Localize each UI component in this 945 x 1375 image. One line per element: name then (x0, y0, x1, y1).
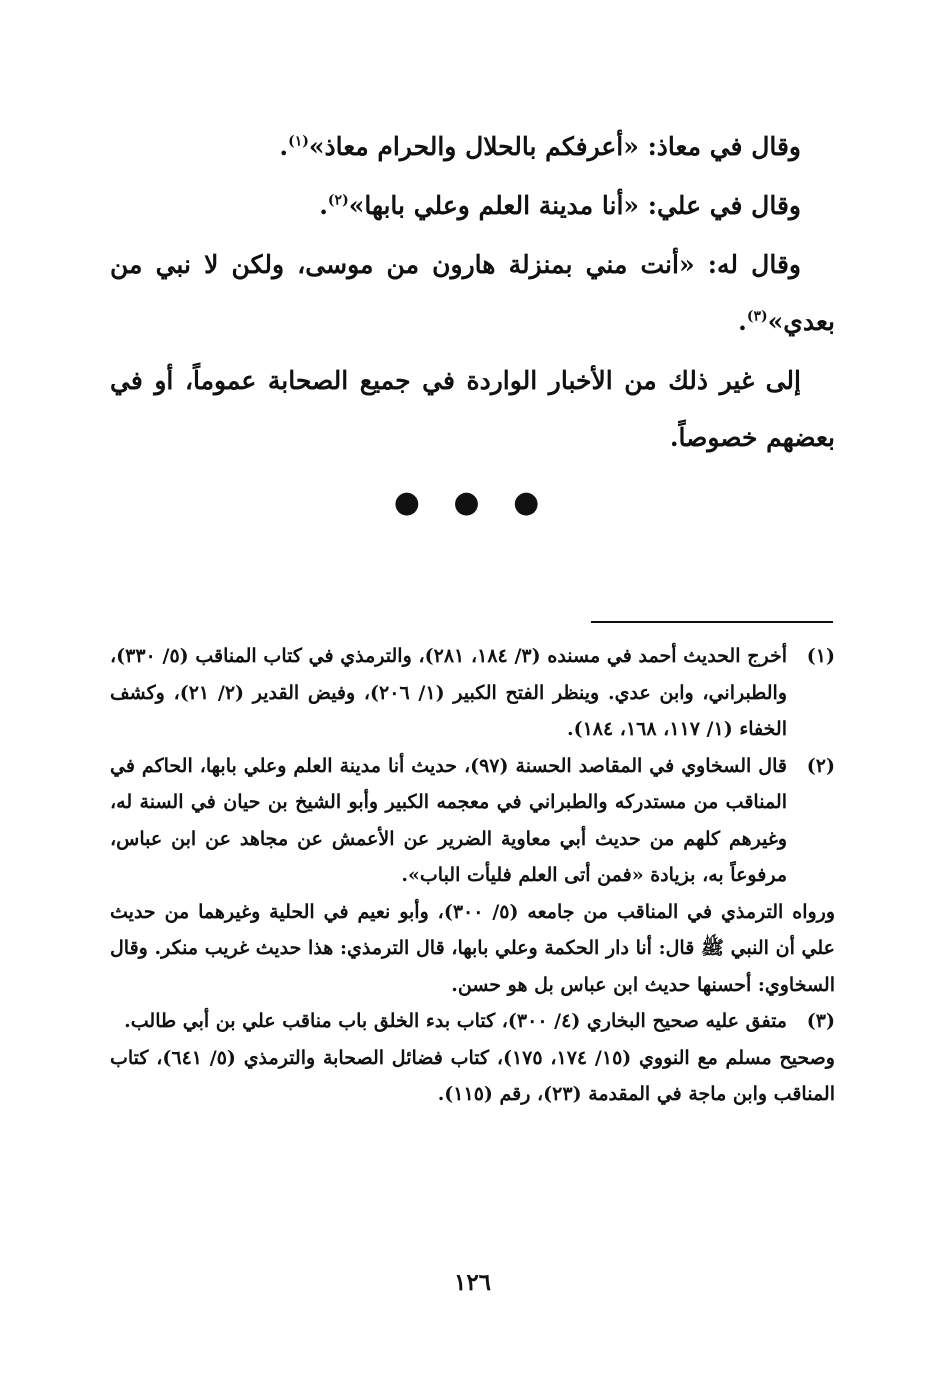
footnote-ref-3: (٣) (746, 308, 768, 325)
section-break-dots: ● ● ● (393, 485, 552, 520)
paragraph-ali-text: وقال في علي: «أنا مدينة العلم وعلي بابها» (348, 191, 801, 220)
paragraph-ali (110, 177, 835, 234)
footnote-text: متفق عليه صحيح البخاري (٤/ ٣٠٠)، كتاب بدء الخلق باب مناقب علي بن أبي طالب. (124, 1010, 787, 1032)
footnote-2-continuation: ورواه الترمذي في المناقب من جامعه (٥/ ٣٠٠)، وأبو نعيم في الحلية وغيرهما من حديث علي أن النبي ﷺ قال: أنا دار الحكمة وعلي بابها، قال الترمذي: هذا حديث غريب منكر. وقال السخاوي: أحسنها حديث ابن عباس بل هو حسن. (110, 900, 835, 996)
footnote-number: (١) (806, 645, 835, 667)
paragraph-muadh-end: . (279, 132, 289, 161)
paragraph-harun (110, 236, 835, 350)
paragraph-harun-text: وقال له: «أنت مني بمنزلة هارون من موسى، ولكن لا نبي من بعدي» (110, 250, 835, 336)
footnote-ref-1: (١) (288, 133, 309, 150)
footnote-text: أخرج الحديث أحمد في مسنده (٣/ ١٨٤، ٢٨١)، والترمذي في كتاب المناقب (٥/ ٣٣٠)، والطبراني، وابن عدي. وينظر الفتح الكبير (١/ ٢٠٦)، وفيض القدير (٢/ ٢١)، وكشف الخفاء (١/ ١١٧، ١٦٨، ١٨٤). (110, 645, 788, 740)
footnote-ref-2: (٢) (327, 192, 349, 209)
footnote-number: (٢) (806, 754, 835, 777)
footnote-3 (110, 1003, 835, 1040)
paragraph-conclusion: إلى غير ذلك من الأخبار الواردة في جميع الصحابة عموماً، أو في بعضهم خصوصاً. (110, 366, 835, 452)
footnote-text: قال السخاوي في المقاصد الحسنة (٩٧)، حديث أنا مدينة العلم وعلي بابها، الحاكم في المناقب من مستدركه والطبراني في معجمه الكبير وأبو الشيخ بن حيان في السنة له، وغيرهم كلهم من حديث أبي معاوية الضرير عن الأعمش عن مجاهد عن ابن عباس، مرفوعاً به، بزيادة «فمن أتى العلم فليأت الباب». (110, 754, 787, 886)
paragraph-muadh (110, 118, 835, 175)
paragraph-muadh-text: وقال في معاذ: «أعرفكم بالحلال والحرام معاذ» (308, 132, 801, 161)
footnote-number: (٣) (806, 1010, 835, 1032)
paragraph-ali-end: . (319, 191, 328, 220)
footnote-separator (591, 621, 833, 623)
footnote-3-continuation: وصحيح مسلم مع النووي (١٥/ ١٧٤، ١٧٥)، كتاب فضائل الصحابة والترمذي (٥/ ٦٤١)، كتاب المناقب وابن ماجة في المقدمة (٢٣)، رقم (١١٥). (110, 1046, 835, 1105)
paragraph-harun-end: . (738, 307, 747, 336)
footnotes (110, 638, 835, 1113)
main-text (110, 118, 835, 466)
page-number: ١٢٦ (453, 1269, 492, 1296)
footnote-1 (110, 638, 835, 748)
footnote-2 (110, 748, 835, 894)
